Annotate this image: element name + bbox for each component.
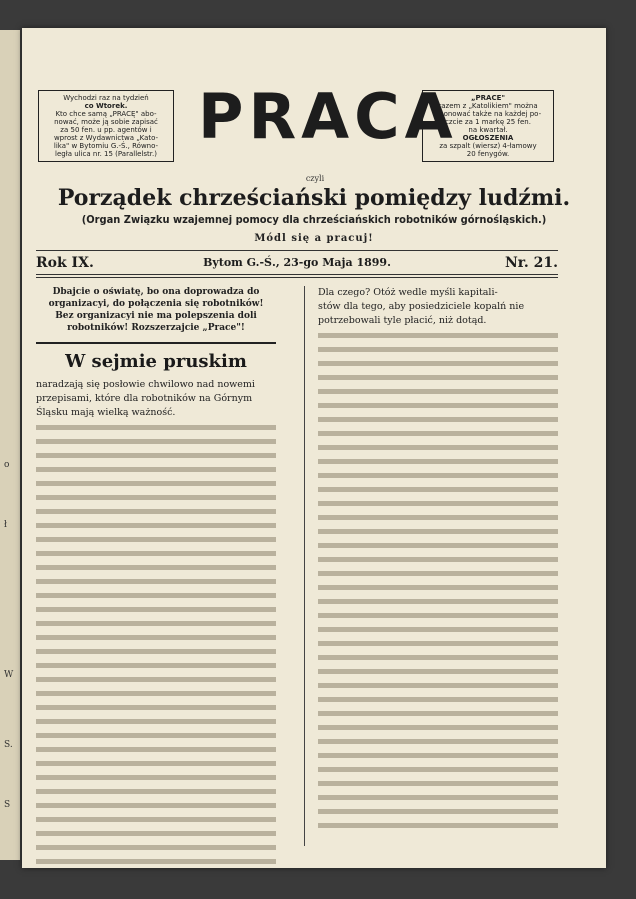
article-body-print [318, 333, 558, 828]
article-line: przepisami, które dla robotników na Górnym [36, 393, 253, 404]
issue-number: Nr. 21. [505, 255, 558, 271]
column-divider [304, 286, 305, 846]
subscription-line: Wychodzi raz na tydzień [63, 94, 149, 102]
subscription-line: za 50 fen. u pp. agentów i [60, 126, 152, 134]
subscription-line: nować, może ją sobie zapisać [54, 118, 158, 126]
article-heading: W sejmie pruskim [65, 351, 247, 372]
prev-page-fragment: ł [4, 520, 7, 530]
price-line: 20 fenygów. [466, 150, 510, 158]
article-body-print [36, 425, 276, 864]
newspaper-page [22, 28, 606, 868]
title-connector: czyli [305, 174, 325, 183]
subscription-line: lika" w Bytomiu G.-Ś., Równo- [53, 142, 159, 150]
masthead-rule [36, 250, 558, 251]
article-line: naradzają się posłowie chwilowo nad nowemi [36, 379, 255, 390]
subscription-line: legła ulica nr. 15 (Parallelstr.) [55, 150, 157, 158]
notice: Dbajcie o oświatę, bo ona doprowadza do organizacyi, do połączenia się robotników! Bez organizacyi nie ma polepszenia doli robotników! Rozszerzajcie „Prace"! [48, 287, 264, 333]
right-column [318, 286, 558, 837]
price-line: na kwartał. [468, 126, 508, 134]
article-line: Śląsku mają wielką ważność. [36, 407, 176, 418]
price-line: OGŁOSZENIA [462, 134, 514, 142]
left-column [36, 286, 276, 868]
subscription-line: wprost z Wydawnictwa „Kato- [53, 134, 159, 142]
issue-place-date: Bytom G.-Ś., 23-go Maja 1899. [203, 256, 391, 269]
subscription-line: co Wtorek. [84, 102, 128, 110]
issue-rule [36, 274, 558, 275]
price-line: razem z „Katolikiem" można [438, 102, 538, 110]
price-line: abonować także na każdej po- [434, 110, 542, 118]
subscription-line: Kto chce samą „PRACĘ" abo- [55, 110, 157, 118]
prev-page-fragment: W [4, 670, 14, 680]
article-line: Dla czego? Otóż wedle myśli kapitali- [318, 287, 498, 298]
price-line: „PRACE" [470, 94, 506, 102]
prev-page-fragment: S. [4, 740, 13, 750]
price-line: czcie za 1 markę 25 fen. [445, 118, 531, 126]
prev-page-fragment: o [4, 460, 10, 470]
article-line: potrzebowali tyle płacić, niż dotąd. [318, 315, 487, 326]
organ-line: (Organ Związku wzajemnej pomocy dla chrześciańskich robotników górnośląskich.) [81, 213, 547, 226]
price-line: za szpalt (wiersz) 4-łamowy [439, 142, 537, 150]
motto: Módl się a pracuj! [254, 233, 374, 244]
notice-rule [36, 342, 276, 344]
previous-page-edge [0, 30, 20, 860]
article-line: stów dla tego, aby posiedziciele kopalń nie [318, 301, 525, 312]
issue-rule [36, 277, 558, 278]
subscription-box [38, 90, 174, 162]
issue-line [36, 253, 558, 273]
volume-number: Rok IX. [36, 255, 94, 271]
newspaper-title: PRACA [198, 80, 458, 153]
prev-page-fragment: S [4, 800, 11, 810]
newspaper-subtitle: Porządek chrześciański pomiędzy ludźmi. [57, 185, 571, 211]
